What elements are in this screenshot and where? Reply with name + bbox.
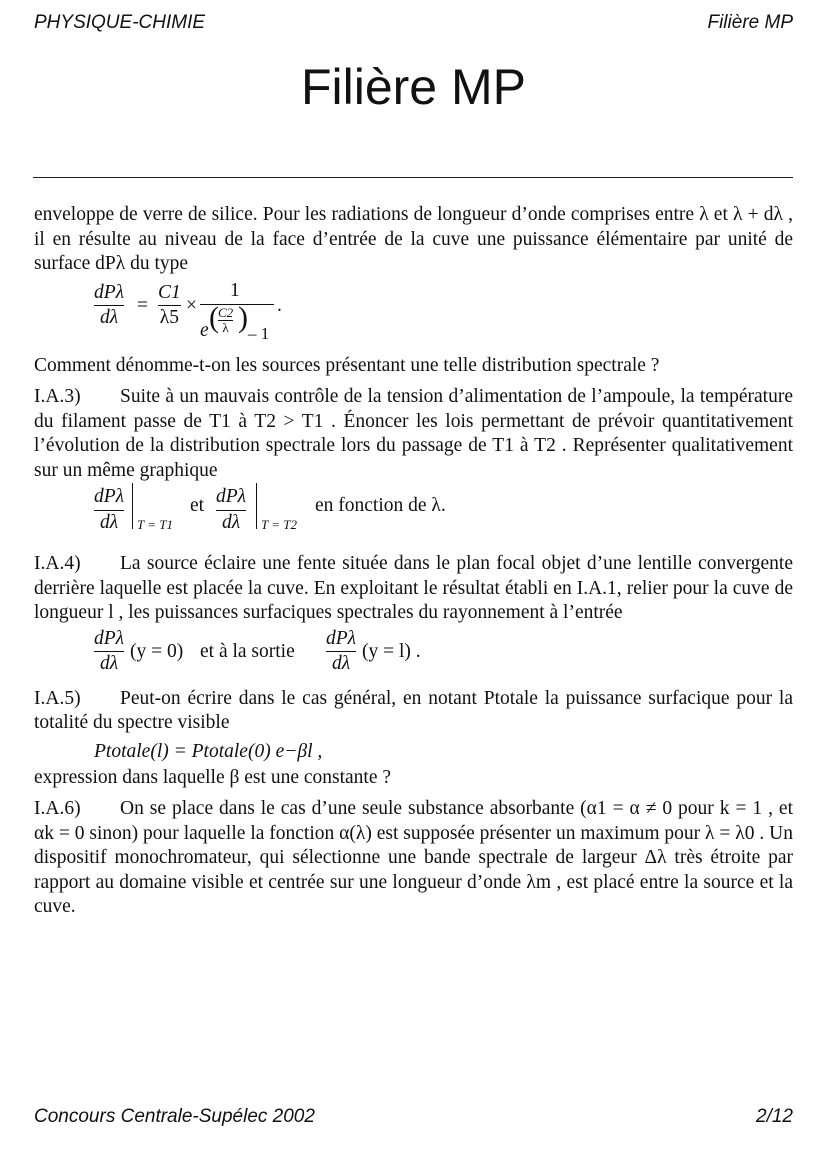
equation-total-power: Ptotale(l) = Ptotale(0) e−βl , (94, 740, 323, 762)
section-label-ia5: I.A.5) (34, 687, 81, 709)
fraction-dp-dlambda-t2: dPλ dλ (216, 486, 247, 533)
fraction-dp-dlambda-in: dPλ dλ (94, 627, 125, 674)
header-filiere: Filière MP (707, 12, 793, 33)
fraction-dp-dlambda-t1: dPλ dλ (94, 486, 125, 533)
footer-contest: Concours Centrale-Supélec 2002 (34, 1106, 315, 1127)
document-body (34, 203, 793, 920)
header-subject: PHYSIQUE-CHIMIE (34, 12, 206, 33)
page-title: Filière MP (300, 59, 527, 115)
paragraph-beta-constant: expression dans laquelle β est une constante ? (34, 766, 392, 788)
equation-in-out: dPλ dλ (y = 0) et à la sortie dPλ dλ (y = l) . (34, 626, 793, 680)
title-divider (33, 177, 793, 178)
section-label-ia4: I.A.4) (34, 553, 81, 574)
section-label-ia6: I.A.6) (34, 798, 81, 819)
section-label-ia3: I.A.3) (34, 386, 81, 407)
question-spectral-sources: Comment dénomme-t-on les sources présentant une telle distribution spectrale ? (34, 354, 660, 376)
fraction-c1-lambda5: C1 λ5 (158, 281, 181, 328)
equation-planck: dPλ dλ = C1 λ5 × 1 e ( C2 λ ) – 1 . (94, 279, 282, 343)
paragraph-intro: enveloppe de verre de silice. Pour les radiations de longueur d’onde comprises entre λ et λ + dλ , il en résulte au niveau de la face d’entrée de la cuve une puissance élémentaire par unité de surface dPλ du type (34, 204, 793, 274)
section-ia4: I.A.4) La source éclaire une fente située dans le plan focal objet d’une lentille convergente derrière laquelle est placée la cuve. En exploitant le résultat établi en I.A.1, relier pour la cuve de longueur l , les puissances surfaciques spectrales du rayonnement à l’entrée (34, 553, 793, 623)
section-ia5: I.A.5) Peut-on écrire dans le cas général, en notant Ptotale la puissance surfacique pour la totalité du spectre visible (34, 687, 793, 733)
section-ia3: I.A.3) Suite à un mauvais contrôle de la tension d’alimentation de l’ampoule, la température du filament passe de T1 à T2 > T1 . Énoncer les lois permettant de prévoir quantitativement l’évolution de la distribution spectrale lors du passage de T1 à T2 . Représenter qualitativement sur un même graphique (34, 386, 793, 481)
equation-two-temperatures: dPλ dλ T = T1 et dPλ dλ T = T2 en fonction de λ. (34, 483, 793, 545)
section-ia6: I.A.6) On se place dans le cas d’une seule substance absorbante (α1 = α ≠ 0 pour k = 1 , et αk = 0 sinon) pour laquelle la fonction α(λ) est supposée présenter un maximum pour λ = λ0 . Un dispositif monochromateur, qui sélectionne une bande spectrale de largeur Δλ très étroite par rapport au domaine visible et centrée sur une longueur d’onde λm , est placé entre la source et la cuve. (34, 798, 793, 917)
exponent-c2-lambda: C2 λ (218, 304, 234, 335)
fraction-dp-dlambda-out: dPλ dλ (326, 627, 357, 674)
footer-page-number: 2/12 (756, 1106, 793, 1127)
fraction-dp-dlambda: dPλ dλ (94, 281, 125, 328)
